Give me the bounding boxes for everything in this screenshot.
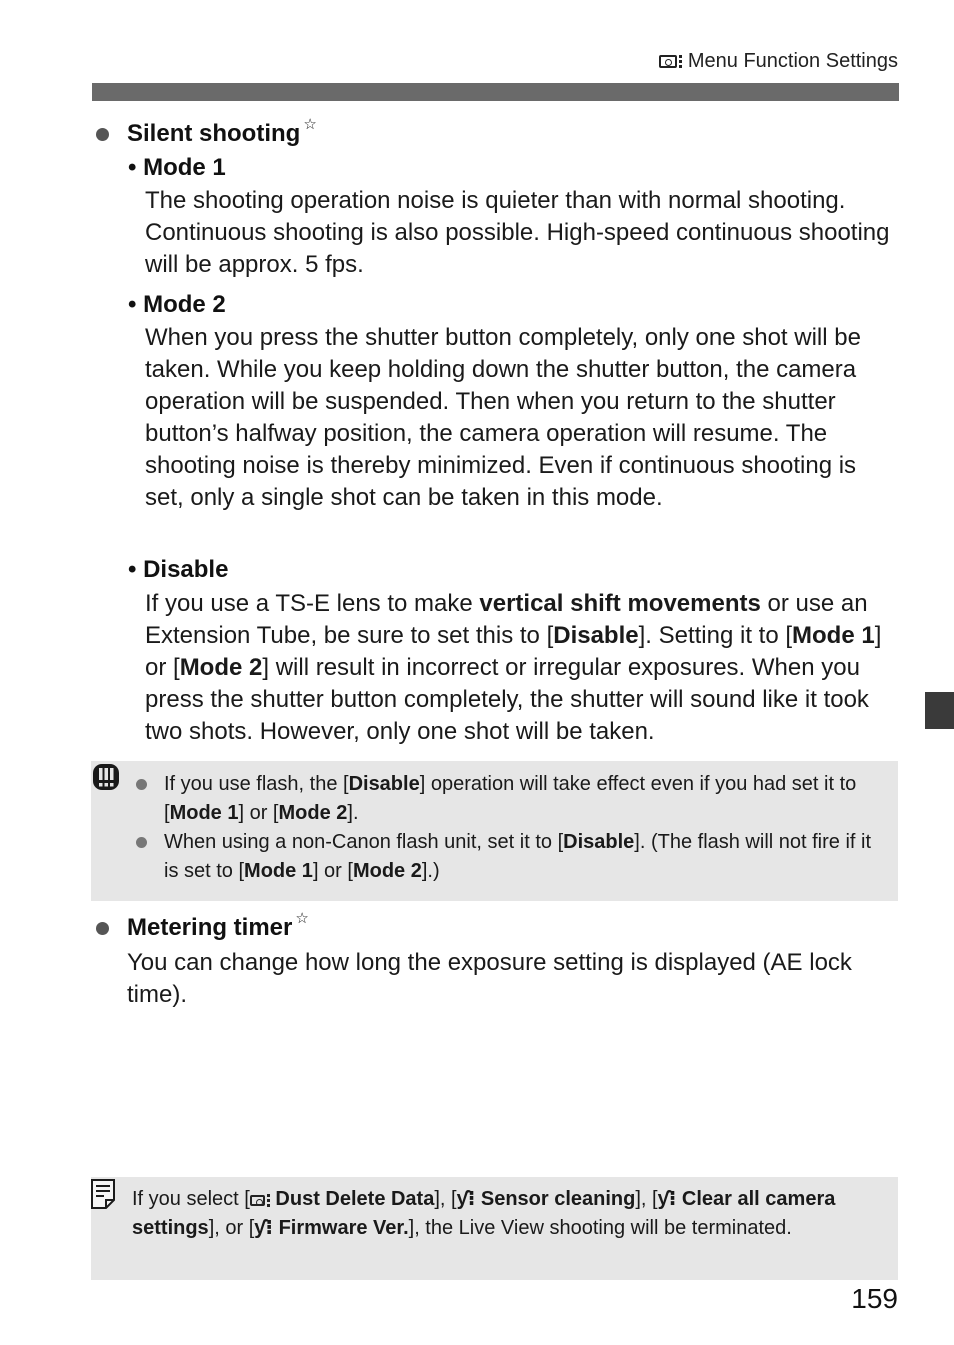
mode2-label: • Mode 2 bbox=[128, 291, 226, 318]
star-icon: ☆ bbox=[295, 910, 309, 927]
bullet-icon bbox=[96, 922, 109, 935]
mode2-description: When you press the shutter button completely, only one shot will be taken. While you keep holding down the shutter button, the camera operation will be suspended. Then when you return to the shutter button’s halfway position, the camera operation will resume. The shooting noise is thereby minimized. Even if continuous shooting is set, only a single shot can be taken in this mode. bbox=[145, 324, 861, 511]
mode1-label: • Mode 1 bbox=[128, 154, 226, 181]
camera-menu-icon bbox=[250, 1194, 270, 1207]
page-number: 159 bbox=[851, 1283, 898, 1314]
camera-menu-icon bbox=[659, 55, 682, 68]
star-icon: ☆ bbox=[303, 116, 317, 133]
bullet-icon bbox=[136, 779, 147, 790]
silent-shooting-heading: Silent shooting ☆ bbox=[96, 120, 317, 148]
wrench-menu-icon: ƴ⁝ bbox=[254, 1217, 273, 1239]
bullet-icon bbox=[96, 128, 109, 141]
bullet-icon bbox=[136, 837, 147, 848]
caution-note-non-canon: When using a non-Canon flash unit, set it to [Disable]. (The flash will not fire if it is set to [Mode 1] or [Mode 2].) bbox=[136, 828, 886, 886]
memo-note: If you select [ Dust Delete Data], [ƴ⁝ Sensor cleaning], [ƴ⁝ Clear all camera settings], or [ƴ⁝ Firmware Ver.], the Live View shooting will be terminated. bbox=[132, 1185, 872, 1243]
wrench-menu-icon: ƴ⁝ bbox=[456, 1188, 476, 1210]
chapter-tab bbox=[925, 692, 954, 729]
metering-timer-heading: Metering timer ☆ bbox=[96, 914, 309, 942]
caution-icon bbox=[92, 763, 120, 791]
disable-description: If you use a TS-E lens to make vertical shift movements or use an Extension Tube, be sure to set this to [Disable]. Setting it to [Mode 1] or [Mode 2] will result in incorrect or irregular exposures. When you press the shutter button completely, the shutter will sound like it took two shots. However, only one shot will be taken. bbox=[145, 590, 882, 745]
header-rule bbox=[92, 83, 899, 101]
mode1-description: The shooting operation noise is quieter than with normal shooting. Continuous shooting is also possible. High-speed continuous shooting will be approx. 5 fps. bbox=[145, 187, 890, 278]
memo-icon bbox=[90, 1178, 116, 1210]
caution-note-flash: If you use flash, the [Disable] operation will take effect even if you had set it to [Mode 1] or [Mode 2]. bbox=[136, 770, 886, 828]
running-header bbox=[659, 50, 898, 73]
header-section-title: Menu Function Settings bbox=[687, 50, 898, 72]
metering-timer-description: You can change how long the exposure setting is displayed (AE lock time). bbox=[127, 949, 852, 1008]
wrench-menu-icon: ƴ⁝ bbox=[657, 1188, 677, 1210]
disable-label: • Disable bbox=[128, 556, 229, 583]
